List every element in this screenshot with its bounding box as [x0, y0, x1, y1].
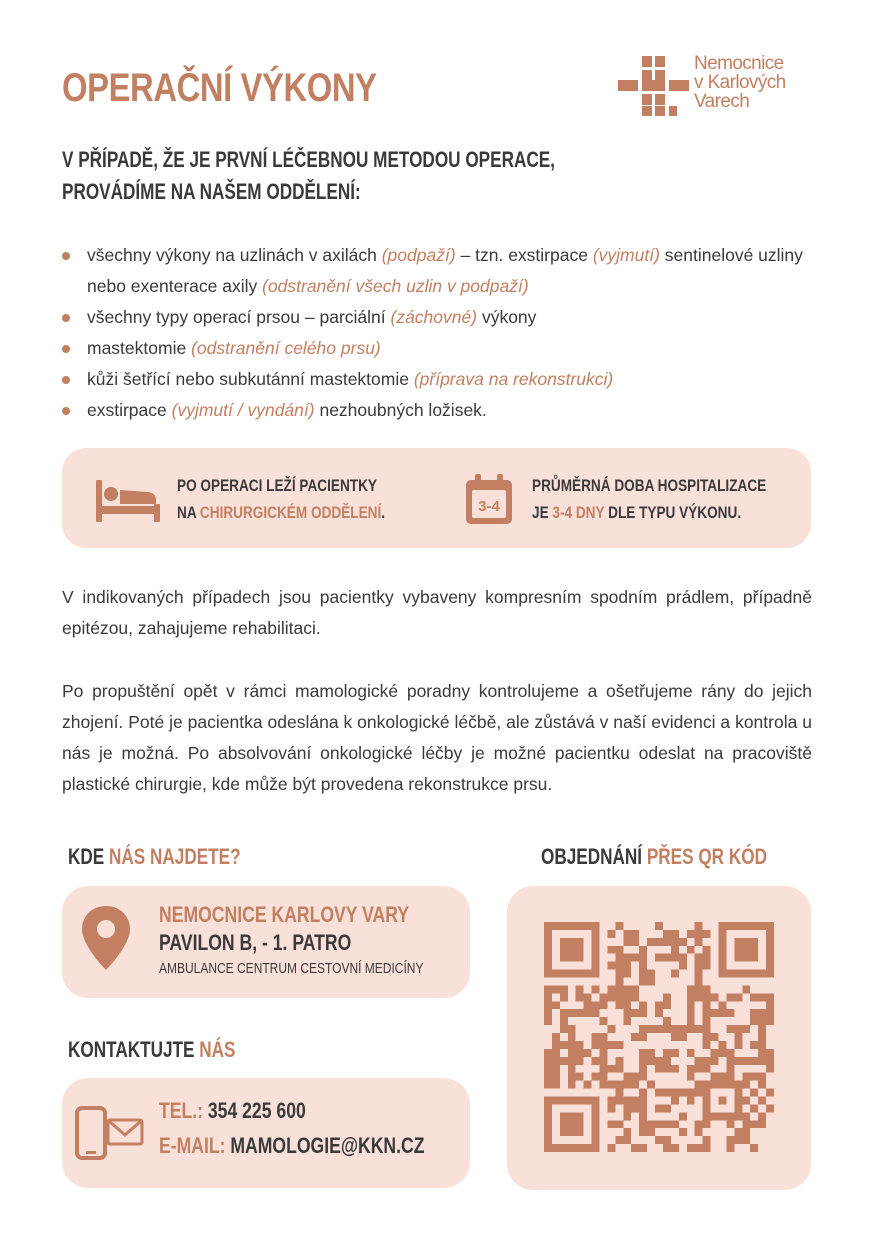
bed-icon — [96, 478, 160, 522]
hospitalization-info-box — [62, 448, 811, 548]
phone-mail-icon — [74, 1106, 144, 1160]
heading-highlight: NÁS NAJDETE? — [108, 844, 241, 869]
qr-code[interactable] — [544, 922, 774, 1152]
heading-text: OBJEDNÁNÍ — [541, 844, 647, 869]
item-note: (odstranění všech uzlin v podpaží) — [262, 276, 529, 296]
heading-text: KDE — [68, 844, 109, 869]
item-note: (podpaží) — [381, 245, 456, 265]
page-title: OPERAČNÍ VÝKONY — [62, 66, 377, 110]
department-name: AMBULANCE CENTRUM CESTOVNÍ MEDICÍNY — [159, 960, 424, 977]
list-item — [62, 333, 822, 364]
ward-info-text — [177, 472, 385, 526]
logo-line: v Karlových — [694, 72, 786, 93]
logo-text — [694, 54, 786, 111]
info-line: PRŮMĚRNÁ DOBA HOSPITALIZACE — [532, 476, 767, 495]
item-text: všechny výkony na uzlinách v axilách — [87, 245, 382, 265]
email-label: E-MAIL: — [159, 1133, 226, 1158]
bullet-icon — [62, 407, 70, 415]
item-note: (záchovné) — [390, 307, 478, 327]
item-text: sentinelové uzliny nebo exenterace axily — [87, 245, 803, 296]
item-text: – tzn. exstirpace — [455, 245, 593, 265]
hospital-logo — [618, 54, 818, 118]
email-address[interactable]: MAMOLOGIE@KKN.CZ — [225, 1133, 425, 1158]
location-card — [62, 886, 470, 998]
email-line — [159, 1133, 425, 1159]
qr-heading — [541, 844, 767, 870]
info-text: . — [381, 503, 386, 522]
procedure-list — [62, 240, 822, 426]
phone-line — [159, 1098, 306, 1124]
info-text: DLE TYPU VÝKONU. — [604, 503, 742, 522]
phone-number[interactable]: 354 225 600 — [203, 1098, 306, 1123]
item-text: exstirpace — [87, 400, 172, 420]
bullet-icon — [62, 376, 70, 384]
item-note: (vyjmutí) — [592, 245, 660, 265]
info-line: PO OPERACI LEŽÍ PACIENTKY — [177, 476, 377, 495]
contact-card — [62, 1078, 470, 1188]
list-item — [62, 364, 822, 395]
list-item — [62, 240, 822, 302]
duration-info-text — [532, 472, 766, 526]
location-pin-icon — [82, 906, 130, 970]
info-text: JE — [532, 503, 553, 522]
item-text: kůži šetřící nebo subkutánní mastektomie — [87, 369, 414, 389]
item-text: mastektomie — [87, 338, 192, 358]
info-line — [177, 499, 385, 526]
intro-line: V PŘÍPADĚ, ŽE JE PRVNÍ LÉČEBNOU METODOU OPERACE, — [62, 147, 555, 172]
pavilion-floor: PAVILON B, - 1. PATRO — [159, 930, 352, 955]
info-highlight: 3-4 DNY — [552, 503, 605, 522]
logo-line: Varech — [694, 91, 750, 112]
list-item — [62, 395, 822, 426]
list-item — [62, 302, 822, 333]
bullet-icon — [62, 252, 70, 260]
info-line — [532, 499, 766, 526]
calendar-label: 3-4 — [478, 498, 500, 515]
bullet-icon — [62, 345, 70, 353]
hospital-cross-logo-icon — [618, 56, 690, 116]
hospital-name: NEMOCNICE KARLOVY VARY — [159, 902, 410, 927]
heading-text: KONTAKTUJTE — [68, 1037, 200, 1062]
contact-heading — [68, 1037, 235, 1063]
paragraph-aftercare: Po propuštění opět v rámci mamologické poradny kontrolujeme a ošetřujeme rány do jejich zhojení. Poté je pacientka odeslána k onkologické léčbě, ale zůstává v naší evidenci a kontrola u nás je možná. Po absolvování onkologické léčby je možné pacientku odeslat na pracoviště plastické chirurgie, kde může být provedena rekonstrukce prsu. — [62, 681, 812, 794]
item-note: (odstranění celého prsu) — [191, 338, 381, 358]
logo-line: Nemocnice — [694, 53, 784, 74]
heading-highlight: PŘES QR KÓD — [646, 844, 767, 869]
paragraph-compression: V indikovaných případech jsou pacientky vybaveny kompresním spodním prádlem, případně epitézou, zahajujeme rehabilitaci. — [62, 587, 812, 638]
info-highlight: CHIRURGICKÉM ODDĚLENÍ — [199, 503, 382, 522]
calendar-icon — [464, 472, 514, 526]
item-note: (příprava na rekonstrukci) — [413, 369, 614, 389]
location-heading — [68, 844, 241, 870]
item-text: výkony — [477, 307, 537, 327]
intro-heading — [62, 144, 555, 208]
intro-line: PROVÁDÍME NA NAŠEM ODDĚLENÍ: — [62, 179, 361, 204]
phone-label: TEL.: — [159, 1098, 203, 1123]
info-text: NA — [177, 503, 200, 522]
bullet-icon — [62, 314, 70, 322]
heading-highlight: NÁS — [199, 1037, 236, 1062]
item-note: (vyjmutí / vyndání) — [171, 400, 315, 420]
qr-card — [507, 886, 811, 1190]
item-text: všechny typy operací prsou – parciální — [87, 307, 391, 327]
item-text: nezhoubných ložisek. — [314, 400, 487, 420]
